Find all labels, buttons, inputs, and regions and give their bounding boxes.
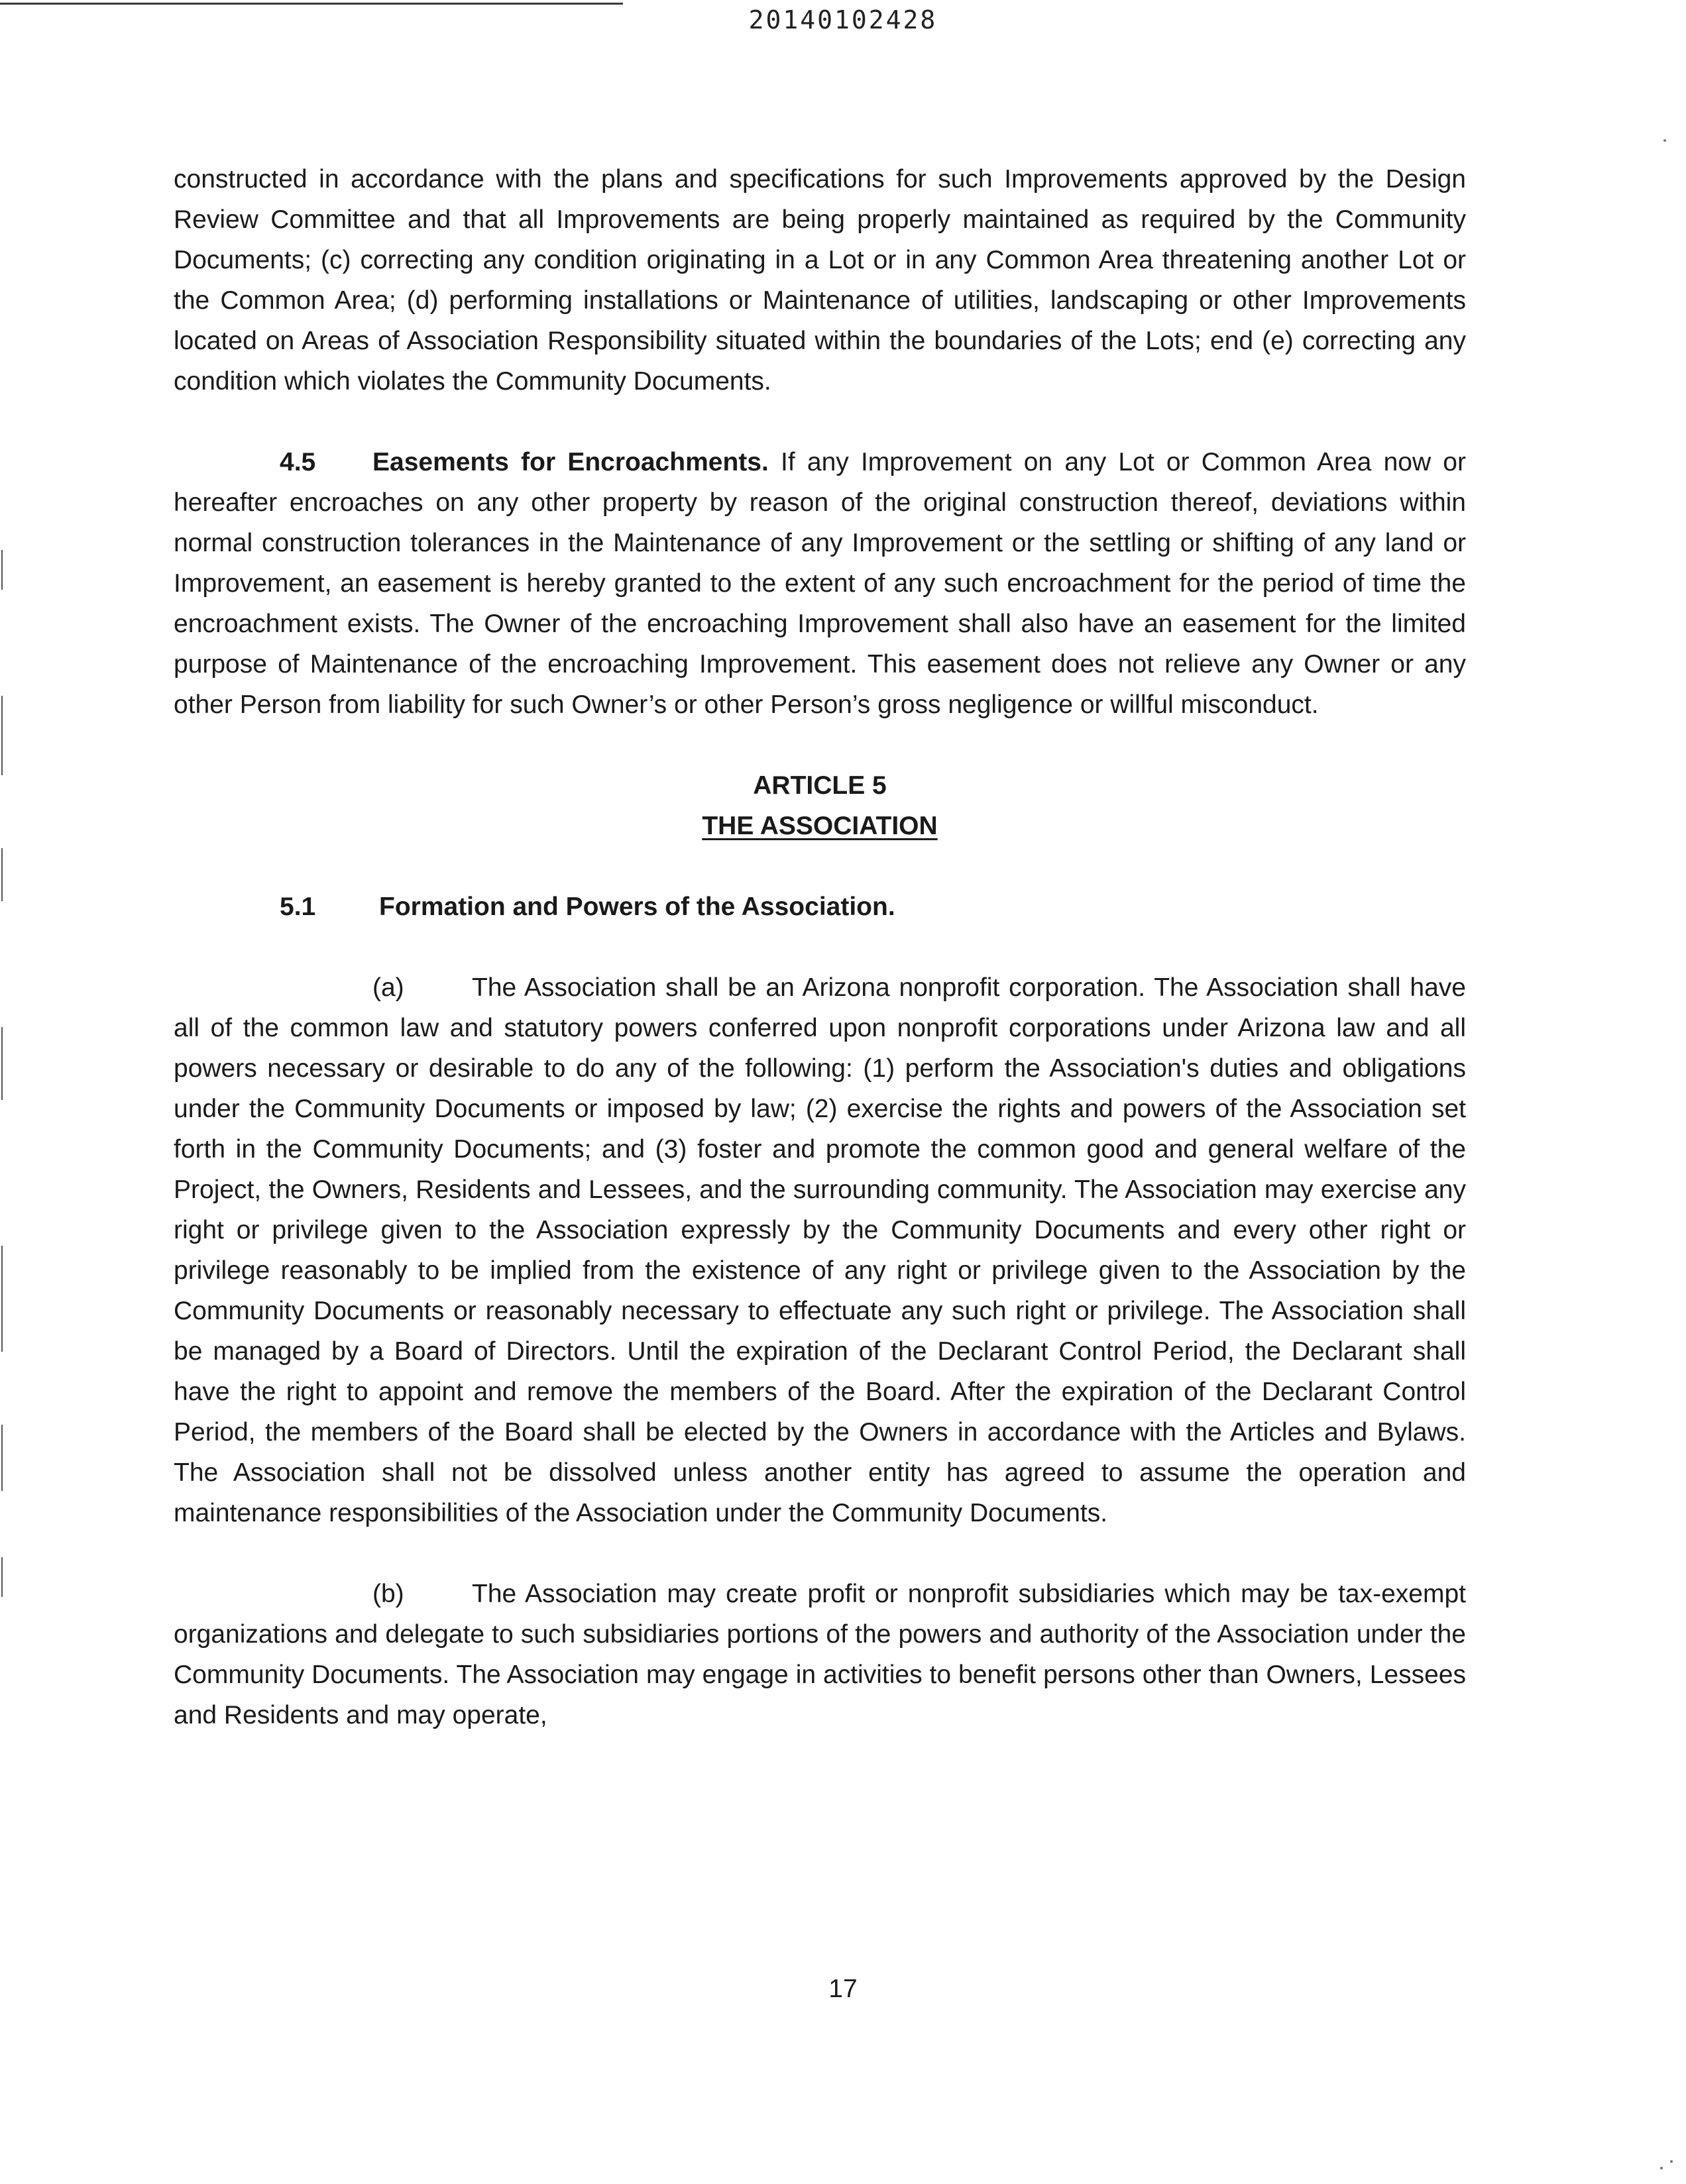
document-number: 20140102428	[748, 5, 938, 34]
section-title: Easements for Encroachments.	[372, 448, 769, 476]
scan-speck	[1663, 139, 1666, 142]
scan-margin-mark	[1, 550, 3, 590]
section-number: 5.1	[280, 893, 316, 921]
section-4-5-paragraph	[174, 442, 1466, 725]
section-title: Formation and Powers of the Association.	[379, 893, 895, 921]
scan-margin-mark	[1, 1027, 3, 1100]
scan-edge-line	[0, 3, 623, 5]
page-body	[174, 159, 1466, 1735]
section-number: 4.5	[280, 448, 316, 476]
subsection-label: (b)	[372, 1580, 404, 1608]
scan-speck	[1660, 2167, 1663, 2169]
scan-margin-mark	[1, 1425, 3, 1491]
subsection-a-paragraph	[174, 967, 1466, 1533]
page-number: 17	[828, 1975, 858, 2003]
subsection-label: (a)	[372, 973, 404, 1002]
article-label: ARTICLE 5	[753, 771, 887, 800]
scan-margin-mark	[1, 696, 3, 775]
intro-paragraph: constructed in accordance with the plans and specifications for such Improvements approved by the Design Review Committee and that all Improvements are being properly maintained as required by the Community Documents; (c) correcting any condition originating in a Lot or in any Common Area threatening another Lot or the Common Area; (d) performing installations or Maintenance of utilities, landscaping or other Improvements located on Areas of Association Responsibility situated within the boundaries of the Lots; end (e) correcting any condition which violates the Community Documents.	[174, 165, 1466, 396]
subsection-b-paragraph	[174, 1574, 1466, 1735]
article-heading	[174, 765, 1466, 846]
subsection-text: The Association may create profit or nonprofit subsidiaries which may be tax-exempt organizations and delegate to such subsidiaries portions of the powers and authority of the Association under the Community Documents. The Association may engage in activities to benefit persons other than Owners, Lessees and Residents and may operate,	[174, 1580, 1466, 1729]
subsection-text: The Association shall be an Arizona nonprofit corporation. The Association shall have all of the common law and statutory powers conferred upon nonprofit corporations under Arizona law and all powers necessary or desirable to do any of the following: (1) perform the Association's duties and obligations under the Community Documents or imposed by law; (2) exercise the rights and powers of the Association set forth in the Community Documents; and (3) foster and promote the common good and general welfare of the Project, the Owners, Residents and Lessees, and the surrounding community. The Association may exercise any right or privilege given to the Association expressly by the Community Documents and every other right or privilege reasonably to be implied from the existence of any right or privilege given to the Association by the Community Documents or reasonably necessary to effectuate any such right or privilege. The Association shall be managed by a Board of Directors. Until the expiration of the Declarant Control Period, the Declarant shall have the right to appoint and remove the members of the Board. After the expiration of the Declarant Control Period, the members of the Board shall be elected by the Owners in accordance with the Articles and Bylaws. The Association shall not be dissolved unless another entity has agreed to assume the operation and maintenance responsibilities of the Association under the Community Documents.	[174, 973, 1466, 1527]
scan-speck	[1670, 2160, 1673, 2163]
scan-margin-mark	[1, 1557, 3, 1597]
section-text: If any Improvement on any Lot or Common Area now or hereafter encroaches on any other property by reason of the original construction thereof, deviations within normal construction tolerances in the Maintenance of any Improvement or the settling or shifting of any land or Improvement, an easement is hereby granted to the extent of any such encroachment for the period of time the encroachment exists. The Owner of the encroaching Improvement shall also have an easement for the limited purpose of Maintenance of the encroaching Improvement. This easement does not relieve any Owner or any other Person from liability for such Owner’s or other Person’s gross negligence or willful misconduct.	[174, 448, 1466, 719]
scan-margin-mark	[1, 848, 3, 901]
article-title: THE ASSOCIATION	[702, 812, 938, 840]
section-5-1-heading	[174, 887, 1466, 927]
scan-margin-mark	[1, 1246, 3, 1352]
